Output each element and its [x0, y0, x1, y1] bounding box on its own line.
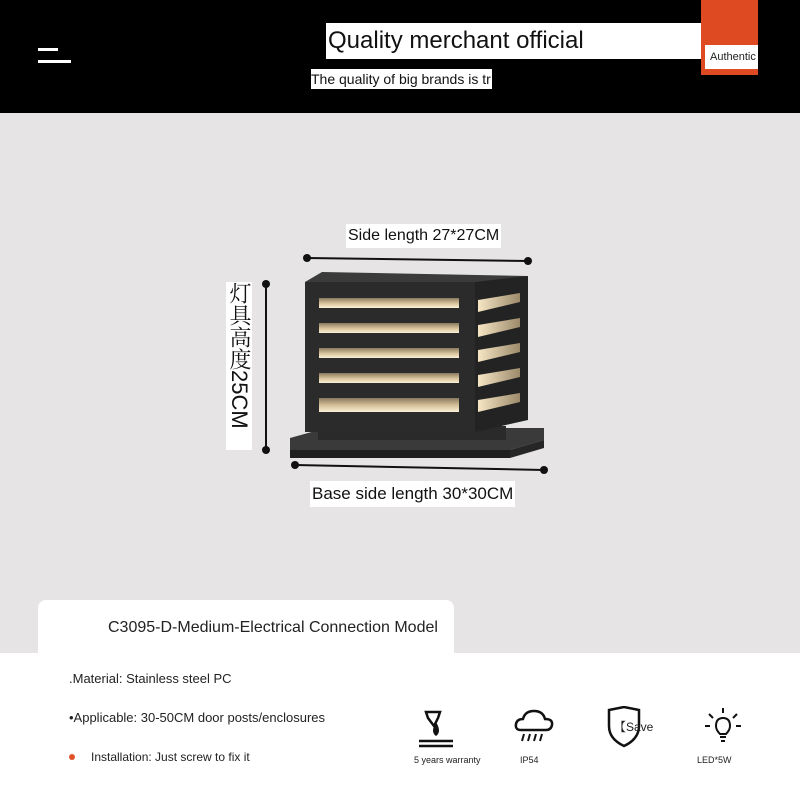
light-bulb-icon [704, 706, 742, 748]
feature-caption-ip: IP54 [520, 755, 539, 765]
spec-material: .Material: Stainless steel PC [69, 671, 232, 686]
spec-applicable: •Applicable: 30-50CM door posts/enclosures [69, 710, 326, 725]
store-title: Quality merchant official [326, 23, 749, 59]
rain-cloud-icon [513, 708, 555, 744]
feature-caption-warranty: 5 years warranty [414, 755, 481, 765]
spec-installation: Installation: Just screw to fix it [91, 750, 250, 764]
bullet-dot [69, 754, 75, 760]
base-length-dimension [291, 461, 548, 474]
height-label: 灯具高度25CM [226, 282, 252, 450]
authentic-label: Authentic [705, 45, 758, 69]
drop-warranty-icon [416, 708, 456, 748]
side-length-dimension [303, 254, 532, 265]
feature-caption-led: LED*5W [697, 755, 732, 765]
base-length-label: Base side length 30*30CM [310, 481, 515, 507]
model-name: C3095-D-Medium-Electrical Connection Model [108, 619, 438, 636]
shield-caption: 【Save [614, 720, 654, 734]
side-length-label: Side length 27*27CM [346, 224, 501, 248]
height-dimension [262, 280, 270, 454]
store-subtitle: The quality of big brands is tr [311, 71, 491, 87]
lamp-body [305, 272, 528, 432]
